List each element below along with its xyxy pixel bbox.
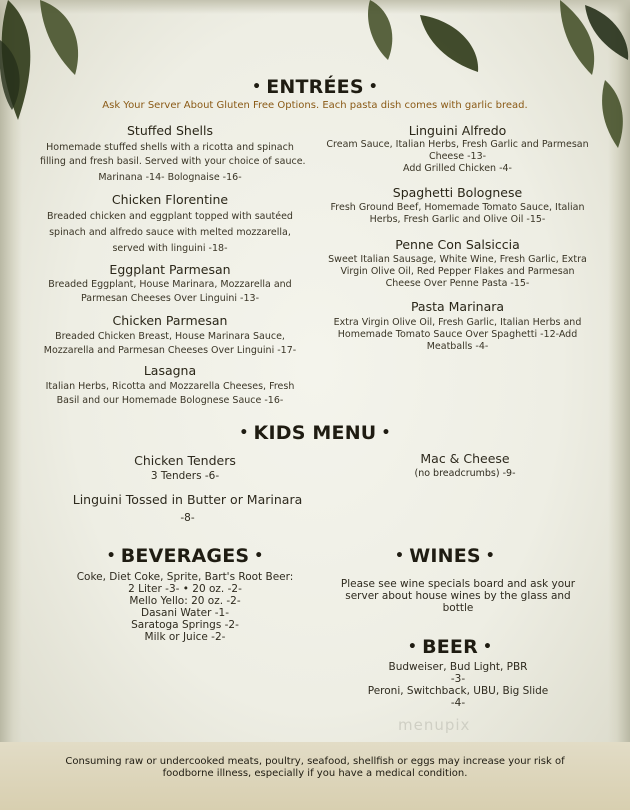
pasta-marinara-title: Pasta Marinara <box>410 299 505 314</box>
spaghetti-bolognese-desc: Fresh Ground Beef, Homemade Tomato Sauce, Italian Herbs, Fresh Garlic and Olive Oil -15- <box>330 202 585 225</box>
beer-heading: • BEER • <box>407 636 493 658</box>
chicken-florentine-title: Chicken Florentine <box>111 192 229 207</box>
spaghetti-bolognese-title: Spaghetti Bolognese <box>392 185 523 200</box>
watermark: menupix <box>398 716 471 734</box>
chicken-parmesan-desc: Breaded Chicken Breast, House Marinara Sauce, Mozzarella and Parmesan Cheeses Over Linguini -17- <box>43 331 297 356</box>
linguini-alfredo-title: Linguini Alfredo <box>408 123 507 138</box>
penne-con-salsiccia-title: Penne Con Salsiccia <box>395 237 520 252</box>
kids-item-linguini: Linguini Tossed in Butter or Marinara -8- <box>72 492 303 524</box>
beer-list: Budweiser, Bud Light, PBR -3- Peroni, Switchback, UBU, Big Slide -4- <box>367 661 549 709</box>
linguini-alfredo-desc: Cream Sauce, Italian Herbs, Fresh Garlic and Parmesan Cheese -13- Add Grilled Chicken -4- <box>326 139 589 174</box>
entrees-subtitle: Ask Your Server About Gluten Free Options. Each pasta dish comes with garlic bread. <box>102 100 528 111</box>
eggplant-parmesan-title: Eggplant Parmesan <box>109 262 231 277</box>
penne-con-salsiccia-desc: Sweet Italian Sausage, White Wine, Fresh Garlic, Extra Virgin Olive Oil, Red Pepper Flakes and Parmesan Cheese Over Penne Pasta -15- <box>328 254 587 289</box>
kids-item-mac-cheese: Mac & Cheese (no breadcrumbs) -9- <box>414 451 516 479</box>
kids-menu-heading: • KIDS MENU • <box>239 422 391 444</box>
kids-item-chicken-tenders: Chicken Tenders 3 Tenders -6- <box>134 453 236 482</box>
stuffed-shells-title: Stuffed Shells <box>127 123 213 138</box>
chicken-parmesan-title: Chicken Parmesan <box>112 313 228 328</box>
beverages-heading: • BEVERAGES • <box>106 545 264 567</box>
wines-text: Please see wine specials board and ask your server about house wines by the glass and bottle <box>340 578 576 614</box>
lasagna-title: Lasagna <box>143 363 197 378</box>
beverages-list: Coke, Diet Coke, Sprite, Bart's Root Beer: 2 Liter -3- • 20 oz. -2- Mello Yello: 20 oz. -2- Dasani Water -1- Saratoga Springs -2- Milk or Juice -2- <box>76 571 294 643</box>
chicken-florentine-desc: Breaded chicken and eggplant topped with sautéed spinach and alfredo sauce with melted mozzarella, served with linguini -18- <box>47 211 293 254</box>
health-warning: Consuming raw or undercooked meats, poultry, seafood, shellfish or eggs may increase your risk of foodborne illness, especially if you have a medical condition. <box>65 756 565 779</box>
lasagna-desc: Italian Herbs, Ricotta and Mozzarella Cheeses, Fresh Basil and our Homemade Bolognese Sauce -16- <box>45 381 295 406</box>
stuffed-shells-desc: Homemade stuffed shells with a ricotta and spinach filling and fresh basil. Served with your choice of sauce. Marinana -14- Bolognaise -16- <box>40 142 306 183</box>
entrees-heading: • ENTRÉES • <box>252 76 378 98</box>
wines-heading: • WINES • <box>395 545 495 567</box>
eggplant-parmesan-desc: Breaded Eggplant, House Marinara, Mozzarella and Parmesan Cheeses Over Linguini -13- <box>48 279 292 304</box>
pasta-marinara-desc: Extra Virgin Olive Oil, Fresh Garlic, Italian Herbs and Homemade Tomato Sauce Over Spaghetti -12-Add Meatballs -4- <box>333 317 582 352</box>
